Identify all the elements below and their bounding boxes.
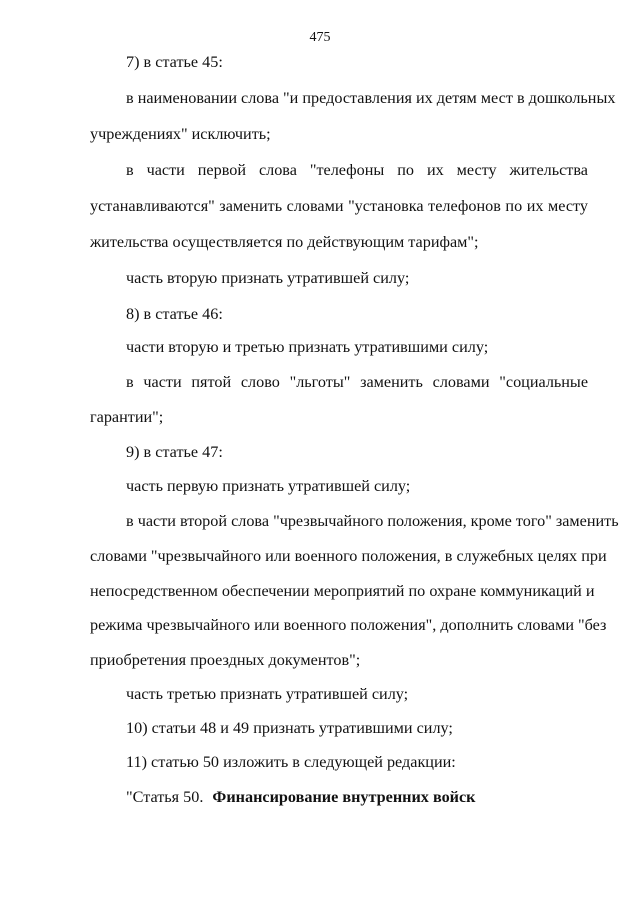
paragraph-line: 9) в статье 47: — [126, 443, 223, 461]
paragraph-line: приобретения проездных документов"; — [90, 651, 361, 669]
paragraph-line: 8) в статье 46: — [126, 305, 223, 323]
paragraph-line: 10) статьи 48 и 49 признать утратившими силу; — [126, 719, 453, 737]
article-heading-title: Финансирование внутренних войск — [212, 788, 476, 806]
paragraph-line: устанавливаются" заменить словами "установка телефонов по их месту — [90, 197, 588, 215]
paragraph-line: в наименовании слова "и предоставления их детям мест в дошкольных — [126, 89, 616, 107]
paragraph-line: 7) в статье 45: — [126, 53, 223, 71]
paragraph-line: в части первой слова "телефоны по их месту жительства — [126, 161, 588, 179]
paragraph-line: жительства осуществляется по действующим тарифам"; — [90, 233, 479, 251]
paragraph-line: режима чрезвычайного или военного положения", дополнить словами "без — [90, 616, 607, 634]
paragraph-line: часть вторую признать утратившей силу; — [126, 269, 410, 287]
paragraph-line: 11) статью 50 изложить в следующей редакции: — [126, 753, 456, 771]
paragraph-line: словами "чрезвычайного или военного положения, в служебных целях при — [90, 547, 607, 565]
article-heading — [126, 789, 476, 805]
paragraph-line: часть первую признать утратившей силу; — [126, 477, 411, 495]
paragraph-line: части вторую и третью признать утратившими силу; — [126, 338, 489, 356]
paragraph-line: гарантии"; — [90, 408, 164, 426]
paragraph-line: непосредственном обеспечении мероприятий по охране коммуникаций и — [90, 582, 595, 600]
page-number: 475 — [309, 30, 331, 45]
paragraph-line: учреждениях" исключить; — [90, 125, 271, 143]
paragraph-line: в части пятой слово "льготы" заменить словами "социальные — [126, 373, 588, 391]
article-heading-prefix: "Статья 50. — [126, 788, 204, 806]
paragraph-line: часть третью признать утратившей силу; — [126, 685, 409, 703]
paragraph-line: в части второй слова "чрезвычайного положения, кроме того" заменить — [126, 512, 619, 530]
